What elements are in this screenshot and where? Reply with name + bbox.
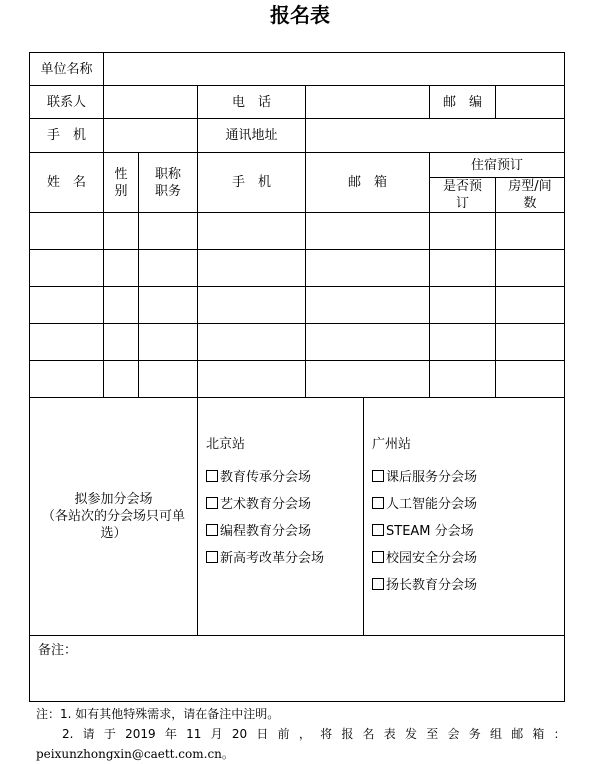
- attendee-room-field[interactable]: [496, 324, 565, 361]
- note-2-word: 于: [103, 727, 116, 741]
- beijing-venue-option[interactable]: [206, 516, 324, 543]
- attendee-mobile-field[interactable]: [198, 361, 306, 398]
- guangzhou-venue-option[interactable]: [372, 462, 477, 489]
- beijing-venue-label: 教育传承分会场: [220, 470, 312, 485]
- attendee-email-field[interactable]: [306, 324, 430, 361]
- col-room-header: [496, 178, 565, 213]
- guangzhou-venue-list: [372, 433, 477, 597]
- attendee-title-field[interactable]: [139, 324, 198, 361]
- attendee-gender-field[interactable]: [104, 324, 139, 361]
- guangzhou-venue-option[interactable]: [372, 570, 477, 597]
- attendee-room-field[interactable]: [496, 250, 565, 287]
- note-2-word: 月: [210, 727, 223, 741]
- beijing-venue-list: [206, 433, 324, 570]
- attendee-booking-field[interactable]: [430, 287, 496, 324]
- col-name-header: 姓 名: [30, 153, 104, 213]
- checkbox-icon[interactable]: [206, 497, 218, 509]
- guangzhou-venue-option[interactable]: [372, 543, 477, 570]
- booking-header-line2: 订: [455, 196, 469, 211]
- attendee-mobile-field[interactable]: [198, 250, 306, 287]
- gender-header-line2: 别: [114, 183, 128, 199]
- booking-header-line1: 是否预: [442, 179, 482, 194]
- room-header-line2: 数: [523, 196, 537, 211]
- address-field[interactable]: [306, 119, 565, 153]
- venue-label-line3: 选）: [100, 526, 127, 541]
- guangzhou-venue-label: 课后服务分会场: [386, 470, 478, 485]
- page-title: 报名表: [270, 3, 330, 27]
- mobile-field[interactable]: [104, 119, 198, 153]
- beijing-venue-label: 编程教育分会场: [220, 524, 312, 539]
- guangzhou-venue-label: STEAM 分会场: [386, 524, 474, 539]
- note-2-word: 报: [341, 727, 354, 741]
- note-2-word: 20: [231, 727, 248, 741]
- note-2-word: 邮: [511, 727, 524, 741]
- attendee-room-field[interactable]: [496, 361, 565, 398]
- note-2-word: ，: [298, 727, 311, 741]
- address-label: 通讯地址: [198, 119, 306, 153]
- unit-name-label: 单位名称: [30, 53, 104, 86]
- col-title-header: [139, 153, 198, 213]
- note-2-word: 发: [405, 727, 418, 741]
- checkbox-icon[interactable]: [206, 551, 218, 563]
- note-2-word: 至: [426, 727, 439, 741]
- note-2-word: 组: [489, 727, 502, 741]
- attendee-name-field[interactable]: [30, 250, 104, 287]
- col-booking-header: [430, 178, 496, 213]
- attendee-name-field[interactable]: [30, 287, 104, 324]
- guangzhou-venue-label: 扬长教育分会场: [386, 578, 478, 593]
- room-header-line1: 房型/间: [508, 179, 552, 194]
- venue-label-line1: 拟参加分会场: [74, 492, 153, 507]
- attendee-gender-field[interactable]: [104, 287, 139, 324]
- attendee-gender-field[interactable]: [104, 213, 139, 250]
- attendee-gender-field[interactable]: [104, 361, 139, 398]
- checkbox-icon[interactable]: [206, 470, 218, 482]
- note-2-word: 箱: [532, 727, 545, 741]
- attendee-email-field[interactable]: [306, 213, 430, 250]
- note-2-word: 2.: [62, 727, 74, 741]
- guangzhou-station-label: 广州站: [372, 437, 412, 452]
- remarks-field[interactable]: [30, 636, 565, 702]
- attendee-title-field[interactable]: [139, 213, 198, 250]
- note-1: 注：1. 如有其他特殊需求，请在备注中注明。: [36, 707, 280, 721]
- note-3-email: peixunzhongxin@caett.com.cn。: [36, 747, 234, 761]
- note-2-word: 年: [164, 727, 177, 741]
- phone-label: 电 话: [198, 86, 306, 119]
- col-email-header: 邮 箱: [306, 153, 430, 213]
- attendee-booking-field[interactable]: [430, 250, 496, 287]
- note-2-word: ：: [553, 727, 566, 741]
- notes-section: [36, 704, 566, 764]
- note-2-word: 前: [277, 727, 290, 741]
- attendee-room-field[interactable]: [496, 213, 565, 250]
- phone-field[interactable]: [306, 86, 430, 119]
- beijing-venue-label: 新高考改革分会场: [220, 551, 325, 566]
- attendee-booking-field[interactable]: [430, 361, 496, 398]
- title-header-line2: 职务: [154, 183, 181, 199]
- attendee-title-field[interactable]: [139, 361, 198, 398]
- attendee-name-field[interactable]: [30, 324, 104, 361]
- checkbox-icon[interactable]: [372, 551, 384, 563]
- note-2-word: 表: [383, 727, 396, 741]
- checkbox-icon[interactable]: [372, 578, 384, 590]
- mobile-label: 手 机: [30, 119, 104, 153]
- col-lodging-header: 住宿预订: [430, 153, 565, 178]
- attendee-title-field[interactable]: [139, 287, 198, 324]
- attendee-name-field[interactable]: [30, 213, 104, 250]
- venue-label-line2: （各站次的分会场只可单: [41, 509, 185, 524]
- attendee-booking-field[interactable]: [430, 213, 496, 250]
- checkbox-icon[interactable]: [372, 524, 384, 536]
- gender-header-line1: 性: [114, 166, 128, 182]
- guangzhou-venue-option[interactable]: [372, 489, 477, 516]
- guangzhou-venue-label: 校园安全分会场: [386, 551, 478, 566]
- attendee-booking-field[interactable]: [430, 324, 496, 361]
- attendee-email-field[interactable]: [306, 287, 430, 324]
- note-2-word: 将: [320, 727, 333, 741]
- note-2-word: 请: [82, 727, 95, 741]
- postcode-field[interactable]: [496, 86, 565, 119]
- attendee-mobile-field[interactable]: [198, 213, 306, 250]
- checkbox-icon[interactable]: [372, 497, 384, 509]
- guangzhou-venue-label: 人工智能分会场: [386, 497, 478, 512]
- attendee-gender-field[interactable]: [104, 250, 139, 287]
- guangzhou-venue-option[interactable]: [372, 516, 477, 543]
- note-2-word: 务: [468, 727, 481, 741]
- title-header-line1: 职称: [154, 166, 181, 182]
- attendee-mobile-field[interactable]: [198, 287, 306, 324]
- registration-form-table: [29, 52, 565, 702]
- beijing-venue-label: 艺术教育分会场: [220, 497, 312, 512]
- note-2-word: 日: [256, 727, 269, 741]
- col-gender-header: [104, 153, 139, 213]
- contact-label: 联系人: [30, 86, 104, 119]
- remarks-label: 备注：: [38, 643, 78, 658]
- beijing-venue-option[interactable]: [206, 543, 324, 570]
- beijing-venue-option[interactable]: [206, 462, 324, 489]
- beijing-station-label: 北京站: [206, 437, 246, 452]
- col-mobile-header: 手 机: [198, 153, 306, 213]
- attendee-name-field[interactable]: [30, 361, 104, 398]
- note-2-word: 名: [362, 727, 375, 741]
- attendee-email-field[interactable]: [306, 361, 430, 398]
- attendee-room-field[interactable]: [496, 287, 565, 324]
- checkbox-icon[interactable]: [372, 470, 384, 482]
- note-2-word: 会: [447, 727, 460, 741]
- unit-name-field[interactable]: [104, 53, 565, 86]
- beijing-venue-option[interactable]: [206, 489, 324, 516]
- postcode-label: 邮 编: [430, 86, 496, 119]
- attendee-email-field[interactable]: [306, 250, 430, 287]
- note-2: [36, 724, 566, 744]
- checkbox-icon[interactable]: [206, 524, 218, 536]
- attendee-title-field[interactable]: [139, 250, 198, 287]
- attendee-mobile-field[interactable]: [198, 324, 306, 361]
- contact-field[interactable]: [104, 86, 198, 119]
- venue-label: [30, 398, 198, 636]
- note-2-word: 2019: [125, 727, 156, 741]
- note-2-word: 11: [186, 727, 202, 741]
